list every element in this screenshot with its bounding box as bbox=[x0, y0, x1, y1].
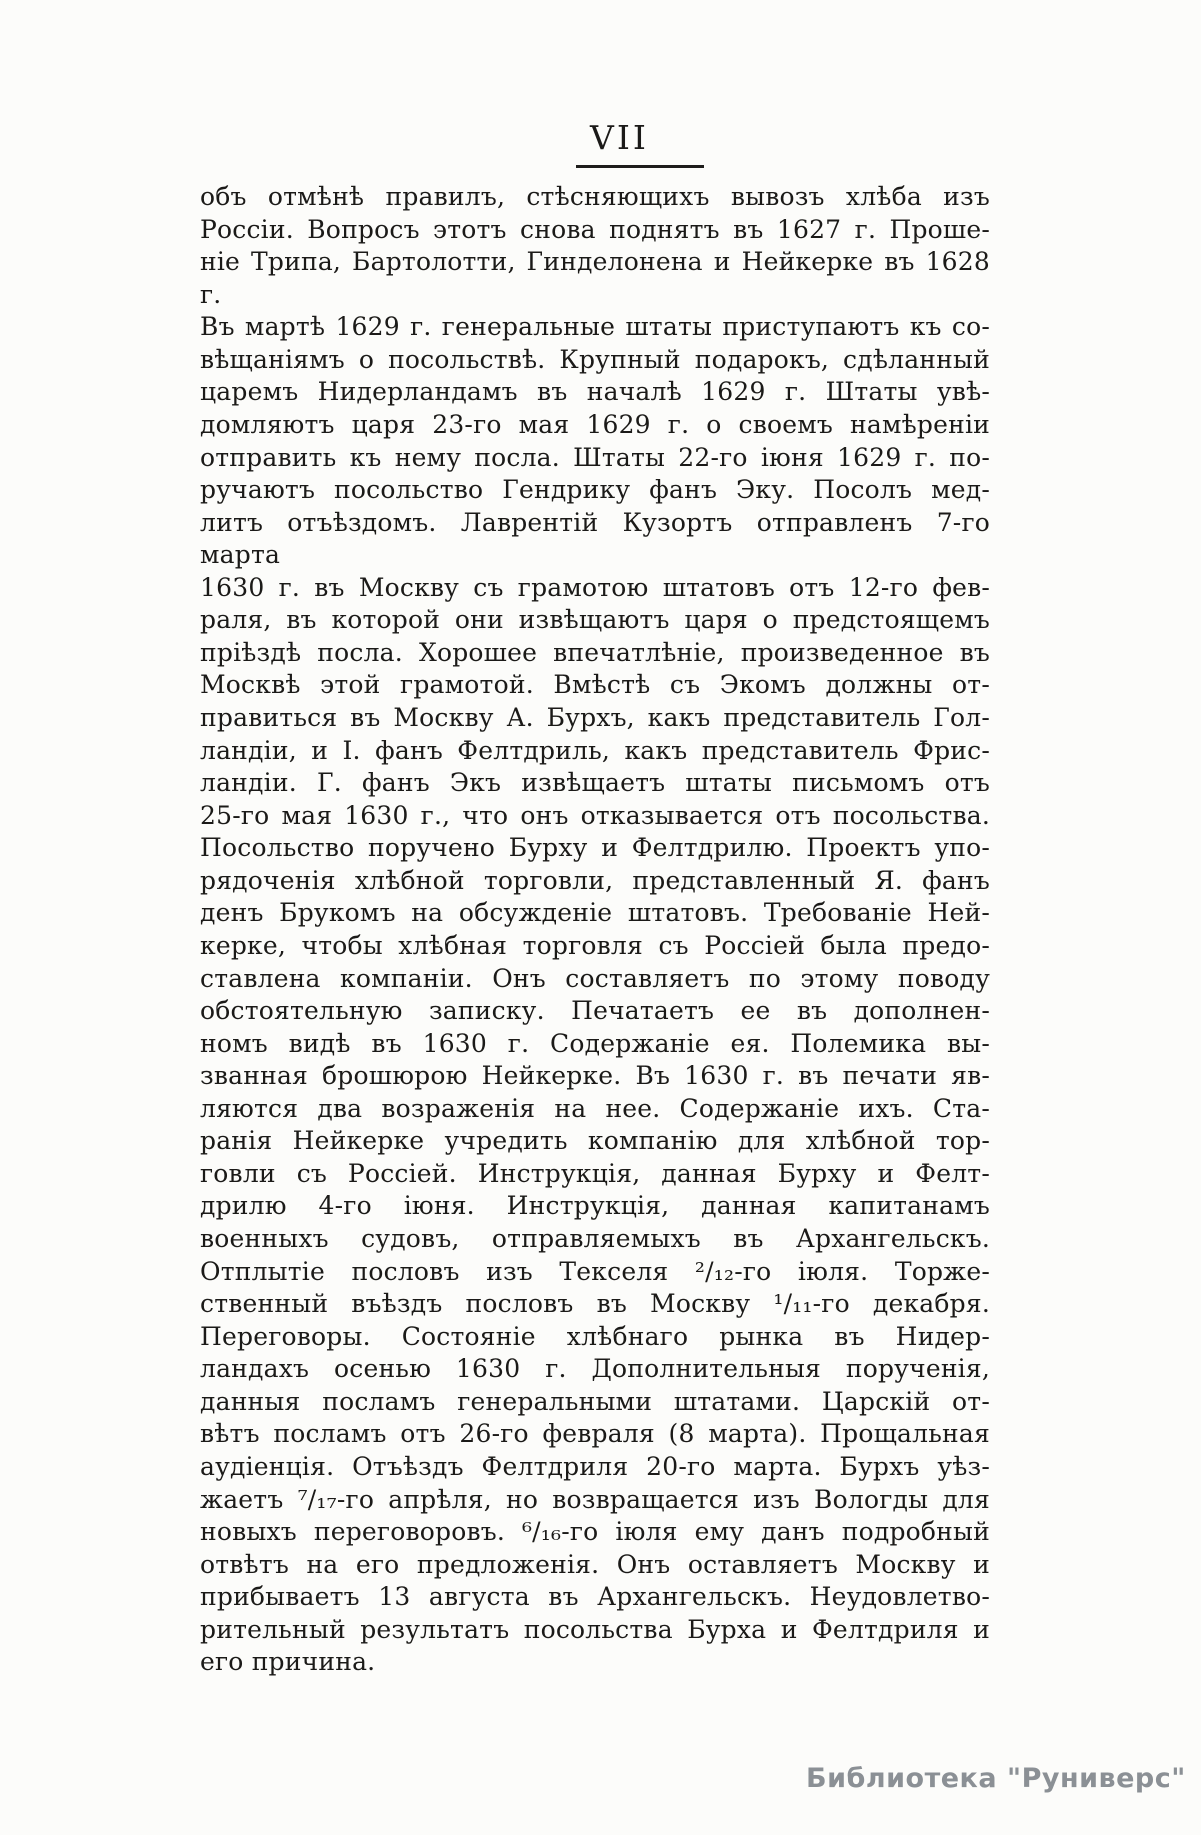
toc-text-line: жаетъ ⁷/₁₇-го апрѣля, но возвращается изъ Вологды для bbox=[200, 1484, 990, 1514]
toc-text-line: ляются два возраженія на нее. Содержаніе ихъ. Ста- bbox=[200, 1093, 990, 1123]
toc-text-line: денъ Брукомъ на обсужденіе штатовъ. Требованіе Ней- bbox=[200, 898, 990, 928]
toc-text-line: рительный результатъ посольства Бурха и Фелтдриля и bbox=[200, 1614, 990, 1644]
toc-text-line: ландіи. Г. фанъ Экъ извѣщаетъ штаты письмомъ отъ bbox=[200, 768, 990, 798]
toc-text-line: ставлена компаніи. Онъ составляетъ по этому поводу bbox=[200, 963, 990, 993]
toc-text-line: 1630 г. въ Москву съ грамотою штатовъ отъ 12-го фев- bbox=[200, 572, 990, 602]
toc-text-line: отправить къ нему посла. Штаты 22-го іюня 1629 г. по- bbox=[200, 442, 990, 472]
toc-text-line: вѣщаніямъ о посольствѣ. Крупный подарокъ, сдѣланный bbox=[200, 344, 990, 374]
toc-text-line: ландіи, и І. фанъ Фелтдриль, какъ представитель Фрис- bbox=[200, 735, 990, 765]
page-header bbox=[0, 118, 1201, 157]
toc-text-line: домляютъ царя 23-го мая 1629 г. о своемъ намѣреніи bbox=[200, 409, 990, 439]
toc-text-line: ранія Нейкерке учредить компанію для хлѣбной тор- bbox=[200, 1126, 990, 1156]
toc-text-line: правиться въ Москву А. Бурхъ, какъ представитель Гол- bbox=[200, 703, 990, 732]
toc-text-line: ніе Трипа, Бартолотти, Гинделонена и Нейкерке въ 1628 г. bbox=[200, 247, 990, 309]
toc-text-line: 25-го мая 1630 г., что онъ отказывается отъ посольства. bbox=[200, 800, 990, 830]
toc-text-line: новыхъ переговоровъ. ⁶/₁₆-го іюля ему данъ подробный bbox=[200, 1517, 990, 1547]
toc-text-line: говли съ Россіей. Инструкція, данная Бурху и Фелт- bbox=[200, 1158, 990, 1188]
toc-text-line: ландахъ осенью 1630 г. Дополнительныя порученія, bbox=[200, 1354, 990, 1384]
toc-text-line: отвѣтъ на его предложенія. Онъ оставляетъ Москву и bbox=[200, 1549, 990, 1579]
toc-text-line: его причина. bbox=[200, 1647, 376, 1677]
toc-text-line: званная брошюрою Нейкерке. Въ 1630 г. въ печати яв- bbox=[200, 1061, 990, 1091]
toc-text-line: обстоятельную записку. Печатаетъ ее въ дополнен- bbox=[200, 996, 990, 1026]
header-divider-rule bbox=[576, 165, 704, 168]
toc-text-line: номъ видѣ въ 1630 г. Содержаніе ея. Полемика вы- bbox=[200, 1028, 990, 1058]
toc-text-line: военныхъ судовъ, отправляемыхъ въ Архангельскъ. bbox=[200, 1224, 990, 1253]
toc-text-line: ручаютъ посольство Гендрику фанъ Эку. Посолъ мед- bbox=[200, 475, 990, 505]
toc-text-line: Отплытіе пословъ изъ Текселя ²/₁₂-го іюля. Торже- bbox=[200, 1256, 990, 1286]
toc-text-line: царемъ Нидерландамъ въ началѣ 1629 г. Штаты увѣ- bbox=[200, 377, 990, 407]
toc-text-line: ственный въѣздъ пословъ въ Москву ¹/₁₁-го декабря. bbox=[200, 1289, 990, 1319]
toc-text-line: рядоченія хлѣбной торговли, представленный Я. фанъ bbox=[200, 865, 990, 895]
toc-text-line: Москвѣ этой грамотой. Вмѣстѣ съ Экомъ должны от- bbox=[200, 670, 990, 700]
toc-text-line: Россіи. Вопросъ этотъ снова поднятъ въ 1627 г. Проше- bbox=[200, 214, 990, 244]
toc-text-line: пріѣздѣ посла. Хорошее впечатлѣніе, произведенное въ bbox=[200, 637, 990, 667]
library-watermark: Библиотека "Руниверс" bbox=[806, 1763, 1186, 1794]
toc-text-line: литъ отъѣздомъ. Лаврентій Кузортъ отправленъ 7-го марта bbox=[200, 507, 990, 570]
toc-text-line: Въ мартѣ 1629 г. генеральные штаты приступаютъ къ со- bbox=[200, 312, 990, 342]
toc-text-line: прибываетъ 13 августа въ Архангельскъ. Неудовлетво- bbox=[200, 1582, 990, 1612]
toc-text-line: раля, въ которой они извѣщаютъ царя о предстоящемъ bbox=[200, 605, 990, 635]
toc-text-line: аудіенція. Отъѣздъ Фелтдриля 20-го марта. Бурхъ уѣз- bbox=[200, 1451, 990, 1481]
toc-text-line: данныя посламъ генеральными штатами. Царскій от- bbox=[200, 1386, 990, 1416]
toc-text-line: Переговоры. Состояніе хлѣбнаго рынка въ Нидер- bbox=[200, 1321, 990, 1351]
toc-text-line: керке, чтобы хлѣбная торговля съ Россіей была предо- bbox=[200, 930, 990, 960]
toc-text-line: дрилю 4-го іюня. Инструкція, данная капитанамъ bbox=[200, 1191, 990, 1221]
toc-text-block bbox=[200, 181, 990, 1679]
toc-text-line: вѣтъ посламъ отъ 26-го февраля (8 марта). Прощальная bbox=[200, 1419, 990, 1449]
toc-text-line: Посольство поручено Бурху и Фелтдрилю. Проектъ упо- bbox=[200, 833, 990, 863]
toc-text-line: объ отмѣнѣ правилъ, стѣсняющихъ вывозъ хлѣба изъ bbox=[200, 182, 990, 211]
page-number: VII bbox=[590, 118, 649, 157]
